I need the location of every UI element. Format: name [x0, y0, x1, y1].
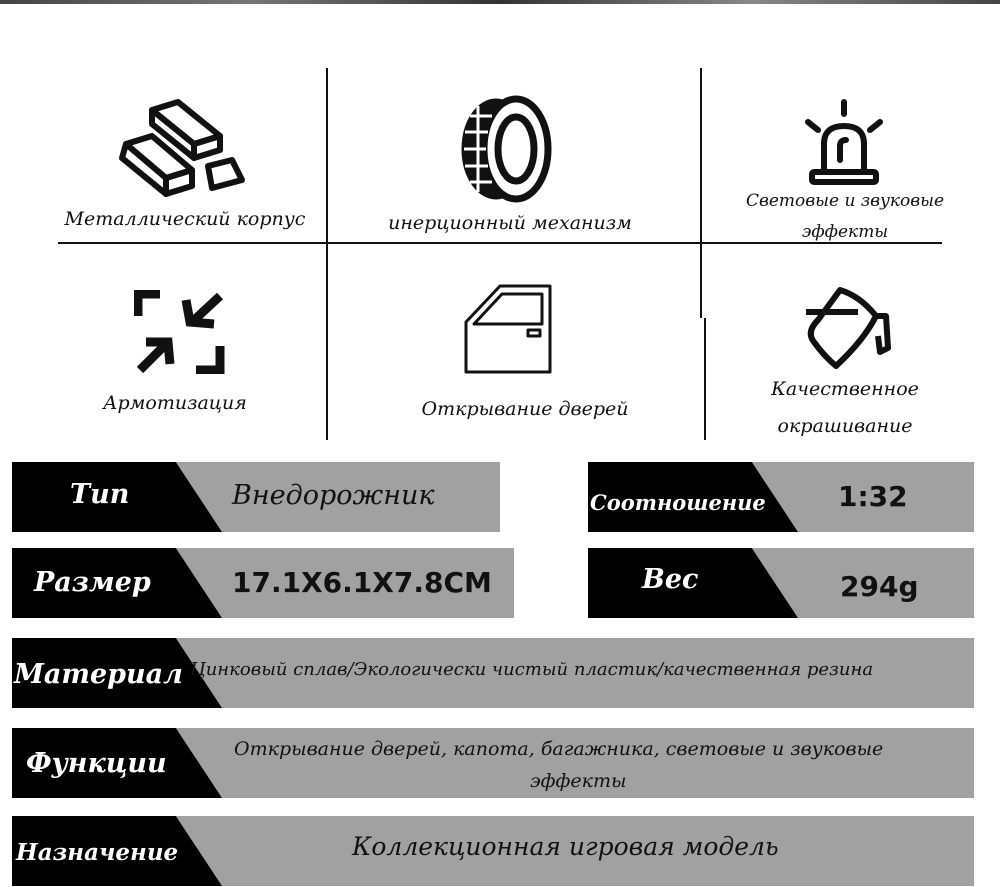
grid-divider [58, 242, 942, 244]
feature-label-light-sound-2: эффекты [801, 222, 889, 242]
spec-weight-panel [588, 548, 974, 618]
tire-icon [456, 94, 552, 204]
spec-material-key: Материал [14, 659, 183, 690]
scale-arrows-icon [134, 290, 226, 374]
spec-ratio-panel [588, 462, 974, 532]
spec-size-value: 17.1X6.1X7.8CM [232, 566, 492, 599]
spec-purpose-panel [12, 816, 974, 886]
gold-bars-icon [112, 96, 248, 200]
grid-divider [700, 68, 702, 318]
spec-purpose-value: Коллекционная игровая модель [352, 832, 779, 861]
feature-label-paint-2: окрашивание [777, 415, 913, 437]
feature-label-doors: Открывание дверей [421, 398, 629, 420]
siren-light-icon [800, 98, 888, 196]
spec-size-panel [12, 548, 514, 618]
spec-type-value: Внедорожник [232, 480, 435, 511]
grid-divider [326, 68, 328, 440]
spec-purpose-key: Назначение [16, 839, 179, 866]
spec-functions-value-1: Открывание дверей, капота, багажника, световые и звуковые [234, 738, 884, 760]
spec-weight-value: 294g [840, 570, 919, 603]
spec-type-panel [12, 462, 500, 532]
spec-size-key: Размер [34, 567, 151, 598]
spec-ratio-value: 1:32 [838, 480, 908, 513]
feature-label-damping: Армотизация [103, 392, 247, 414]
top-border [0, 0, 1000, 4]
feature-label-light-sound-1: Световые и звуковые [745, 191, 945, 211]
feature-label-paint-1: Качественное [771, 378, 919, 400]
spec-functions-value-2: эффекты [530, 770, 627, 792]
spec-functions-panel [12, 728, 974, 798]
feature-label-inertia: инерционный механизм [388, 212, 632, 234]
spec-weight-key: Вес [642, 564, 699, 595]
grid-divider [704, 318, 706, 440]
spec-functions-key: Функции [26, 748, 167, 779]
feature-label-metal-body: Металлический корпус [64, 208, 306, 230]
car-door-icon [462, 282, 554, 376]
spec-material-value: Цинковый сплав/Экологически чистый пластик/качественная резина [190, 659, 874, 680]
spec-ratio-key: Соотношение [590, 490, 766, 515]
spec-type-key: Тип [70, 479, 130, 510]
paint-bucket-icon [804, 286, 904, 370]
spec-material-panel [12, 638, 974, 708]
